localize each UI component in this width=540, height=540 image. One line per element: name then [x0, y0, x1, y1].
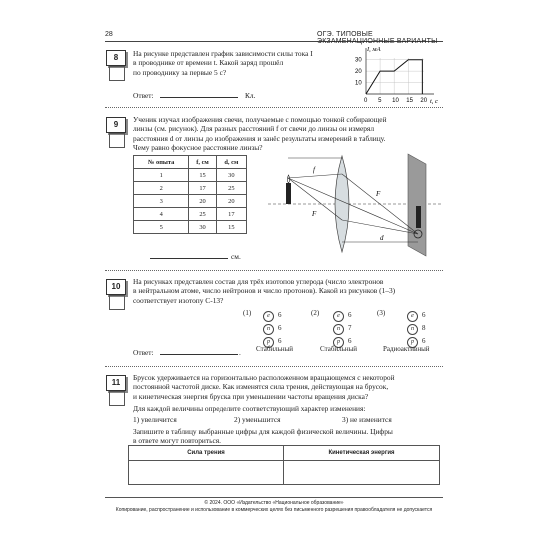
table-header: № опыта — [134, 156, 189, 169]
table-header-kinetic-energy: Кинетическая энергия — [284, 446, 439, 461]
divider — [105, 107, 443, 108]
question-11-answer-box[interactable] — [109, 391, 125, 406]
question-10-answer-box[interactable] — [109, 295, 125, 310]
x-tick-label: 20 — [420, 98, 428, 104]
isotope-1-caption: Стабильный — [256, 345, 294, 353]
question-8-unit: Кл. — [245, 91, 256, 100]
question-10-text: На рисунках представлен состав для трёх изотопов углерода (число электронов в нейтральном атоме, число нейтронов и число протонов). Какой из рисунков (1–3) соответствует изотопу С-13? — [133, 277, 396, 305]
answer-label: Ответ: — [133, 91, 154, 100]
divider — [105, 366, 443, 367]
table-cell: 25 — [189, 208, 216, 221]
electron-symbol: e — [333, 311, 344, 322]
question-8-number: 8 — [106, 50, 126, 66]
neutron-symbol: n — [407, 324, 418, 335]
divider — [105, 270, 443, 271]
table-row — [134, 221, 247, 234]
current-time-graph — [350, 44, 445, 106]
page-header — [105, 30, 443, 45]
table-cell: 25 — [216, 182, 246, 195]
footer-copyright: © 2024. ООО «Издательство «Национальное образование» — [204, 500, 344, 506]
table-header: d, см — [216, 156, 246, 169]
table-row — [134, 208, 247, 221]
neutron-symbol: n — [263, 324, 274, 335]
table-cell: 30 — [189, 221, 216, 234]
isotope-2-composition: e 6 n 7 p 6 — [333, 309, 352, 348]
table-header-friction: Сила трения — [129, 446, 284, 461]
question-10-answer-line[interactable] — [160, 354, 238, 355]
choice-2: 2) уменьшится — [234, 415, 281, 424]
electron-symbol: e — [407, 311, 418, 322]
isotope-1-composition: e 6 n 6 p 6 — [263, 309, 282, 348]
table-cell: 5 — [134, 221, 189, 234]
question-8-answer-line[interactable] — [160, 97, 238, 98]
lens-candle-diagram — [268, 150, 443, 260]
table-row — [134, 182, 247, 195]
page-number: 28 — [105, 31, 113, 38]
label-F2: F — [376, 190, 381, 198]
neutron-symbol: n — [333, 324, 344, 335]
isotope-3-composition: e 6 n 8 p 6 — [407, 309, 426, 348]
table-cell: 4 — [134, 208, 189, 221]
image-candle-shape — [416, 206, 421, 228]
question-9-table — [133, 155, 247, 234]
isotope-option-1: (1) — [243, 309, 252, 317]
table-cell: 15 — [189, 169, 216, 182]
x-tick-label: 10 — [392, 98, 399, 104]
question-11-answer-table — [128, 445, 440, 485]
label-F1: F — [312, 210, 317, 218]
y-tick-label: 20 — [355, 69, 362, 76]
table-cell: 17 — [189, 182, 216, 195]
table-header: f, см — [189, 156, 216, 169]
question-9-answer-line[interactable] — [150, 258, 228, 259]
question-8-answer — [133, 91, 154, 100]
proton-symbol: p — [263, 337, 274, 348]
isotope-2-caption: Стабильный — [320, 345, 358, 353]
question-11-note: Запишите в таблицу выбранные цифры для каждой физической величины. Цифры в ответе могут повториться. — [133, 427, 393, 446]
question-11-text: Брусок удерживается на горизонтально расположенном вращающемся с некоторой постоянной частотой диске. Как изменятся сила трения, действующая на брусок, и кинетическая энергия бруска при уменьшении частоты вращения диска? Для каждой величины определите соответствующий характер изменения: — [133, 373, 443, 413]
x-tick-label: 5 — [378, 98, 382, 104]
question-9-unit: см. — [231, 252, 241, 261]
table-row — [134, 169, 247, 182]
table-cell: 17 — [216, 208, 246, 221]
footer-notice: Копирование, распространение и использование в коммерческих целях без письменного разрешения правообладателя не допускается — [115, 506, 433, 513]
graph-plot — [355, 48, 434, 104]
x-tick-label: 0 — [364, 98, 368, 104]
question-11-number: 11 — [106, 375, 126, 391]
electron-symbol: e — [263, 311, 274, 322]
table-row — [134, 195, 247, 208]
table-cell: 20 — [216, 195, 246, 208]
choice-3: 3) не изменится — [342, 415, 392, 424]
graph-xlabel: t, с — [430, 98, 438, 105]
answer-label: Ответ: — [133, 348, 154, 357]
label-d: d — [380, 234, 384, 242]
table-cell: 2 — [134, 182, 189, 195]
isotope-3-caption: Радиоактивный — [383, 345, 430, 353]
footer — [105, 497, 443, 513]
table-cell: 1 — [134, 169, 189, 182]
table-cell: 30 — [216, 169, 246, 182]
proton-symbol: p — [407, 337, 418, 348]
page-title: ОГЭ. ТИПОВЫЕ ЭКЗАМЕНАЦИОННЫЕ ВАРИАНТЫ — [317, 31, 438, 45]
screen-shape — [408, 154, 426, 256]
table-cell: 20 — [189, 195, 216, 208]
graph-ylabel: I, мА — [367, 46, 381, 53]
question-10-number: 10 — [106, 279, 126, 295]
answer-dot: . — [239, 348, 241, 357]
candle-shape — [286, 183, 291, 204]
question-8-text: На рисунке представлен график зависимости силы тока I в проводнике от времени t. Какой заряд прошёл по проводнику за первые 5 с? — [133, 49, 313, 77]
table-cell: 15 — [216, 221, 246, 234]
question-8-answer-box[interactable] — [109, 66, 125, 81]
proton-symbol: p — [333, 337, 344, 348]
choice-1: 1) увеличится — [133, 415, 177, 424]
question-11-instruction: Для каждой величины определите соответствующий характер изменения: — [133, 403, 366, 413]
answer-cell-friction[interactable] — [129, 461, 284, 484]
question-9-number: 9 — [106, 117, 126, 133]
y-tick-label: 30 — [355, 57, 362, 64]
label-f: f — [313, 166, 315, 174]
answer-cell-kinetic-energy[interactable] — [284, 461, 439, 484]
lens-shape — [335, 156, 349, 252]
isotope-option-2: (2) — [311, 309, 320, 317]
question-9-text: Ученик изучал изображения свечи, получаемые с помощью тонкой собирающей линзы (см. рисунок). Для разных расстояний f от свечи до линзы он измерял расстояния d от линзы до изображения и занёс результаты измерений в таблицу. Чему равно фокусное расстояние линзы? — [133, 115, 387, 152]
question-9-answer-box[interactable] — [109, 133, 125, 148]
table-cell: 3 — [134, 195, 189, 208]
x-tick-label: 15 — [406, 98, 413, 104]
y-tick-label: 10 — [355, 80, 362, 87]
isotope-option-3: (3) — [377, 309, 386, 317]
